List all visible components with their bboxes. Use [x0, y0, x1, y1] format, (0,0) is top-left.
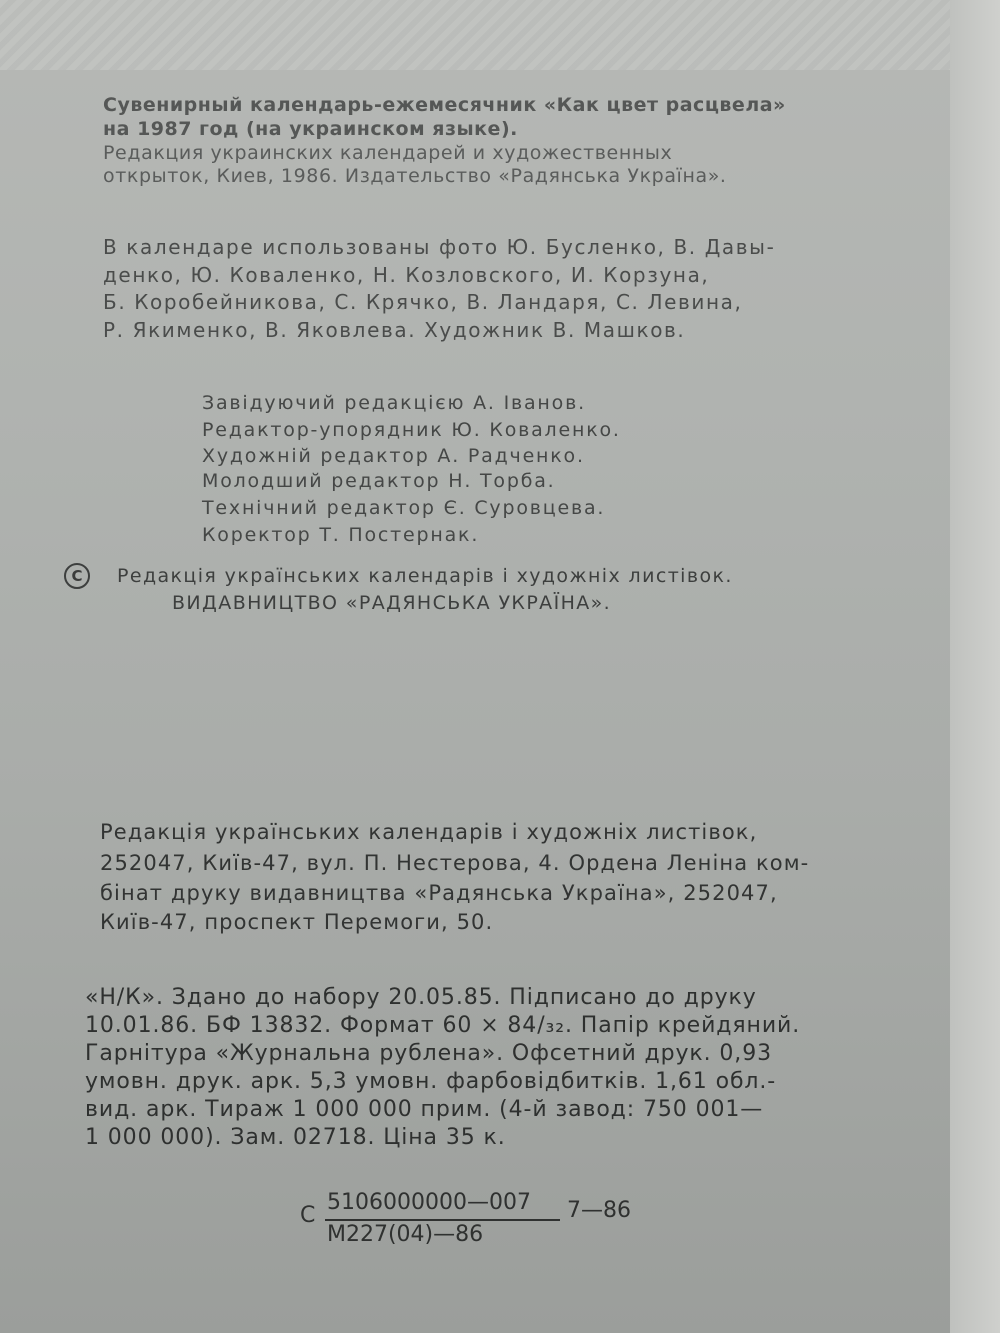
print-details-line: 1 000 000). Зам. 02718. Ціна 35 к. — [85, 1125, 506, 1150]
print-details-line: Гарнітура «Журнальна рублена». Офсетний друк. 0,93 — [85, 1041, 772, 1066]
catalog-suffix: 7—86 — [567, 1198, 631, 1223]
print-details-line: 10.01.86. БФ 13832. Формат 60 × 84/₃₂. Папір крейдяний. — [85, 1013, 801, 1038]
photo-credit-line: В календаре использованы фото Ю. Бусленко, В. Давы- — [103, 235, 776, 259]
staff-line: Редактор-упорядник Ю. Коваленко. — [202, 419, 621, 441]
photo-credit-line: денко, Ю. Коваленко, Н. Козловского, И. Корзуна, — [103, 263, 710, 287]
address-line: 252047, Київ-47, вул. П. Нестерова, 4. Ордена Леніна ком- — [100, 851, 810, 875]
copyright-icon: C — [64, 563, 90, 589]
address-line: Редакція українських календарів і художніх листівок, — [100, 820, 758, 844]
staff-line: Молодший редактор Н. Торба. — [202, 470, 556, 492]
copyright-line: Редакція українських календарів і художніх листівок. — [117, 565, 733, 587]
page-edge — [950, 0, 1000, 1333]
staff-line: Коректор Т. Постернак. — [202, 524, 480, 546]
header-line: Сувенирный календарь-ежемесячник «Как цвет расцвела» — [103, 94, 786, 116]
print-details-line: умовн. друк. арк. 5,3 умовн. фарбовідбитків. 1,61 обл.- — [85, 1069, 777, 1094]
photo-credit-line: Б. Коробейникова, С. Крячко, В. Ландаря, С. Левина, — [103, 290, 743, 314]
fraction-bar — [325, 1219, 560, 1221]
header-line: Редакция украинских календарей и художественных — [103, 142, 673, 164]
catalog-prefix: С — [300, 1203, 316, 1228]
header-line: открыток, Киев, 1986. Издательство «Радянська Україна». — [103, 165, 727, 187]
publisher-name: ВИДАВНИЦТВО «РАДЯНСЬКА УКРАЇНА». — [172, 592, 612, 614]
print-details-line: вид. арк. Тираж 1 000 000 прим. (4-й завод: 750 001— — [85, 1097, 764, 1122]
print-details-line: «Н/К». Здано до набору 20.05.85. Підписано до друку — [85, 985, 757, 1010]
staff-line: Завідуючий редакцією А. Іванов. — [202, 392, 586, 414]
staff-line: Технічний редактор Є. Суровцева. — [202, 497, 606, 519]
staff-line: Художній редактор А. Радченко. — [202, 445, 585, 467]
photo-credit-line: Р. Якименко, В. Яковлева. Художник В. Машков. — [103, 318, 686, 342]
decorative-border — [0, 0, 1000, 70]
header-line: на 1987 год (на украинском языке). — [103, 118, 518, 140]
catalog-numerator: 5106000000—007 — [327, 1190, 531, 1215]
address-line: бінат друку видавництва «Радянська Україна», 252047, — [100, 881, 778, 905]
address-line: Київ-47, проспект Перемоги, 50. — [100, 910, 494, 934]
catalog-denominator: М227(04)—86 — [327, 1222, 484, 1247]
